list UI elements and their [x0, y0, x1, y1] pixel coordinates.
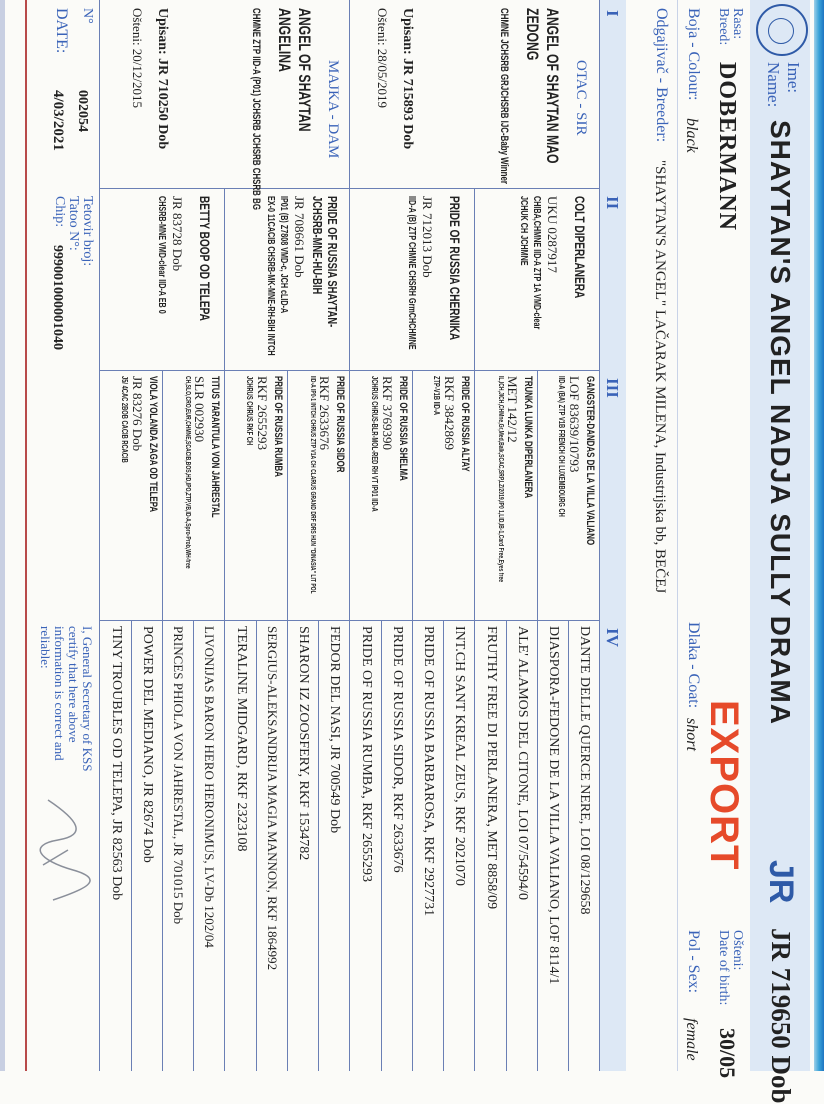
- gen4-entry: FRUTHY FREE DI PERLANERA, MET 8858/09: [484, 626, 499, 910]
- sire-name: ANGEL OF SHAYTAN MAO ZEDONG: [523, 8, 562, 164]
- gen3-name: TITUS TARANTULA VON JAHRESTAL: [209, 376, 221, 518]
- sire-exam-date: Ošteni: 28/05/2019: [375, 8, 390, 109]
- sex-value: female: [683, 1018, 700, 1061]
- gen2-titles: IP01 (B) Z7808 VMD-c, JCH cLID-A: [278, 196, 289, 314]
- gen2-name: PRIDE OF RUSSIA CHERNIKA: [447, 196, 463, 341]
- dob-value: 30/05: [715, 1028, 740, 1079]
- tattoo-label-local: Tetovir broj:: [80, 196, 95, 267]
- gen3-name: GANGSTER-DANDAS DE LA VILLA VALIANO: [584, 376, 596, 546]
- number-label: N°: [80, 8, 95, 24]
- gen-i-label: I: [603, 10, 622, 17]
- gen4-entry: FEDOR DEL NASI, JR 700549 Dob: [327, 626, 342, 834]
- gen3-name: PRIDE OF RUSSIA ALTAY: [459, 376, 471, 472]
- gen2-name: PRIDE OF RUSSIA SHAYTAN-JCHSRB-MNE-HU-BIH: [310, 196, 340, 328]
- gen3-titles: IID-A (BA) ZTP V1B FRENCH CH LUXEMBOURG CH: [557, 376, 566, 517]
- issue-date: 4/03/2021: [50, 90, 66, 151]
- sire-titles: CHMNE JCHSRB GRJCHSRB IJC-Baby Winner: [498, 8, 510, 184]
- gen3-name: PRIDE OF RUSSIA SHELMA: [397, 376, 409, 481]
- gen3-reg: MET 142/12: [505, 376, 520, 443]
- signature-icon: [26, 790, 98, 920]
- gen3-reg: RKF 2633676: [317, 376, 332, 451]
- gen3-reg: RKF 3769390: [380, 376, 395, 451]
- gen3-titles: JCHRUS CHRUS RKF CH: [245, 376, 254, 446]
- dam-exam-date: Ošteni: 20/12/2015: [130, 8, 145, 109]
- gen4-entry: POWER DEL MEDIANO, JR 82674 Dob: [140, 626, 155, 863]
- gen4-entry: TINY TROUBLES OD TELEPA, JR 82563 Dob: [109, 626, 124, 901]
- gen3-titles: JCHRUS CHRUS-BLR-MOL-RED RH VT IP01 IID-A: [370, 376, 379, 512]
- certification-statement: I, General Secretary of KSS certify that here above information is correct and reliable:: [38, 626, 95, 772]
- gen3-reg: RKF 2655293: [255, 376, 270, 451]
- reg-prefix: JR: [762, 860, 800, 904]
- chip-number: 999001000001040: [50, 245, 65, 350]
- chip-label: Chip:: [52, 196, 67, 228]
- gen3-titles: CH,SLO,CRO,EUR,CHMNE,SCACIB,BOS,HD,IPO,ZTP,VB,ID-A,Spro-Prob,WH-free: [184, 376, 191, 569]
- gen2-reg: JR 83728 Dob: [170, 196, 185, 272]
- name-label-en: Name:: [764, 62, 783, 108]
- page-right-edge: [814, 0, 824, 1071]
- gen4-entry: INT.CH SANT KREAL ZEUS, RKF 2021070: [452, 626, 467, 886]
- gen3-name: TRUNKA LUNKA DIPERLANERA: [522, 376, 534, 499]
- gen4-entry: LIVONIJAS BARON HERO HERONIMUS, LV-Db 1202/04: [202, 626, 217, 948]
- sire-label: OTAC - SIR: [573, 60, 589, 136]
- colour-value: black: [683, 118, 700, 153]
- gen-ii-label: II: [603, 196, 622, 210]
- coat-label: Dlaka - Coat:: [685, 622, 702, 709]
- sire-registration: Upisan: JR 715893 Dob: [400, 8, 415, 150]
- gen2-reg: JR 712013 Dob: [420, 196, 435, 278]
- name-label-local: Ime:: [784, 62, 803, 94]
- gen2-titles: JCHUK CH JCHMNE: [518, 196, 529, 266]
- date-label: DATE:: [53, 8, 70, 54]
- gen3-reg: JR 83276 Dob: [130, 376, 145, 452]
- dog-name: SHAYTAN'S ANGEL NADJA SULLY DRAMA: [765, 120, 796, 725]
- dob-label-local: Ošteni:: [730, 930, 745, 971]
- breed-label-en: Breed:: [716, 8, 731, 46]
- generation-band: [600, 0, 626, 1071]
- dob-label-en: Date of birth:: [716, 930, 731, 1006]
- gen4-entry: SHARON IZ ZOOSFERY, RKF 1534782: [296, 626, 311, 861]
- gen2-reg: UKU 0287917: [545, 196, 560, 273]
- coat-value: short: [683, 718, 700, 751]
- colour-label: Boja - Colour:: [685, 8, 702, 101]
- fci-seal-icon: [756, 4, 808, 56]
- breeder-value: "SHAYTAN'S ANGEL" LAČARAK MILENA, Industrijska bb, BEČEJ: [652, 160, 668, 594]
- page-left-edge: [0, 0, 5, 1071]
- gen2-titles: IID-A (B) ZTP CHMNE CHSRH GrmCHCHMNE: [406, 196, 417, 350]
- gen2-titles: CHSRB-MNE VMD-clear IID-A EB 0: [156, 196, 167, 314]
- gen3-reg: RKF 3842869: [442, 376, 457, 451]
- gen2-reg: JR 708661 Dob: [292, 196, 307, 278]
- breed-label-local: Rasa:: [730, 8, 745, 40]
- dam-registration: Upisan: JR 710250 Dob: [155, 8, 170, 150]
- breeder-label: Odgajivač - Breeder:: [653, 8, 670, 143]
- gen3-name: PRIDE OF RUSSIA SIDOR: [334, 376, 346, 473]
- breed-value: DOBERMANN: [714, 62, 740, 231]
- gen-iv-label: IV: [603, 628, 622, 647]
- dam-label: MAJKA - DAM: [325, 60, 341, 159]
- gen4-entry: PRINCES PHIOLA VON JAHRESTAL, JR 701015 Dob: [171, 626, 186, 925]
- gen4-entry: PRIDE OF RUSSIA SIDOR, RKF 2633676: [390, 626, 405, 873]
- tattoo-label-en: Tatoo N°:: [66, 196, 81, 251]
- gen3-titles: J5/ 4CAC 2BOB CACIB RCACIB: [120, 376, 129, 463]
- gen3-name: VIOLA YOLANDA ZAGA OD TELEPA: [147, 376, 159, 513]
- pedigree-certificate: [20, 0, 810, 1104]
- sex-label: Pol - Sex:: [685, 930, 702, 994]
- registration-number: JR 719650 Dob: [766, 928, 796, 1104]
- certificate-number: 002054: [75, 90, 90, 132]
- gen4-entry: PRIDE OF RUSSIA BARBAROSA, RKF 2927731: [421, 626, 436, 917]
- gen4-entry: DIASPORA-FEDONE DE LA VILLA VALIANO, LOF 8114/1: [546, 626, 561, 985]
- gen3-titles: IID-A IP0-1 INTCH CHRUS ZTP V1A CH CLARUS GRAND DRF DRS HUN "DINASIA" LIT POL: [309, 376, 316, 594]
- gen2-name: COLT DIPERLANERA: [572, 196, 588, 299]
- gen3-name: PRIDE OF RUSSIA RUMBA: [272, 376, 284, 477]
- gen4-entry: DANTE DELLE QUERCE NERE, LOI 08/129658: [577, 626, 592, 915]
- gen2-name: BETTY BOOP OD TELEPA: [197, 196, 213, 321]
- gen2-titles: CHIBA,CHMNE IID-A ZTP 1A VMD-clear: [531, 196, 542, 330]
- gen3-reg: LOF 83639/10793: [567, 376, 582, 473]
- gen3-titles: IL,ICH,JICH,CHMne,Gr,Med,Balk,SCAC,SRP,LZ/2019,IP0 1,LID,IB-1,Card Free,Eyes free: [497, 376, 504, 583]
- export-stamp: EXPORT: [702, 700, 746, 871]
- gen3-titles: ZTP-V1B IID-A: [432, 376, 441, 416]
- gen4-entry: TERALINE MIDGARD, RKF 2323108: [234, 626, 249, 852]
- gen3-reg: SLR 002930: [192, 376, 207, 443]
- gen2-titles: EX-0 11CACIB CHSRB-MK-MNE-RH-BIH INTCH: [265, 196, 276, 356]
- gen4-entry: ALE' ALAMOS DEL CITONE, LOI 07/54594/0: [515, 626, 530, 900]
- gen-iii-label: III: [603, 378, 622, 398]
- dam-name: ANGEL OF SHAYTAN ANGELINA: [275, 8, 314, 132]
- gen4-entry: SERGIUS-ALEKSANDRIJA MAGIA MANNON, RKF 1864992: [265, 626, 280, 971]
- dam-titles: CHMNE ZTP IID-A (P01) JCHSRB JCHSRB CHSRB BG: [250, 8, 262, 210]
- gen4-entry: PRIDE OF RUSSIA RUMBA, RKF 2655293: [359, 626, 374, 882]
